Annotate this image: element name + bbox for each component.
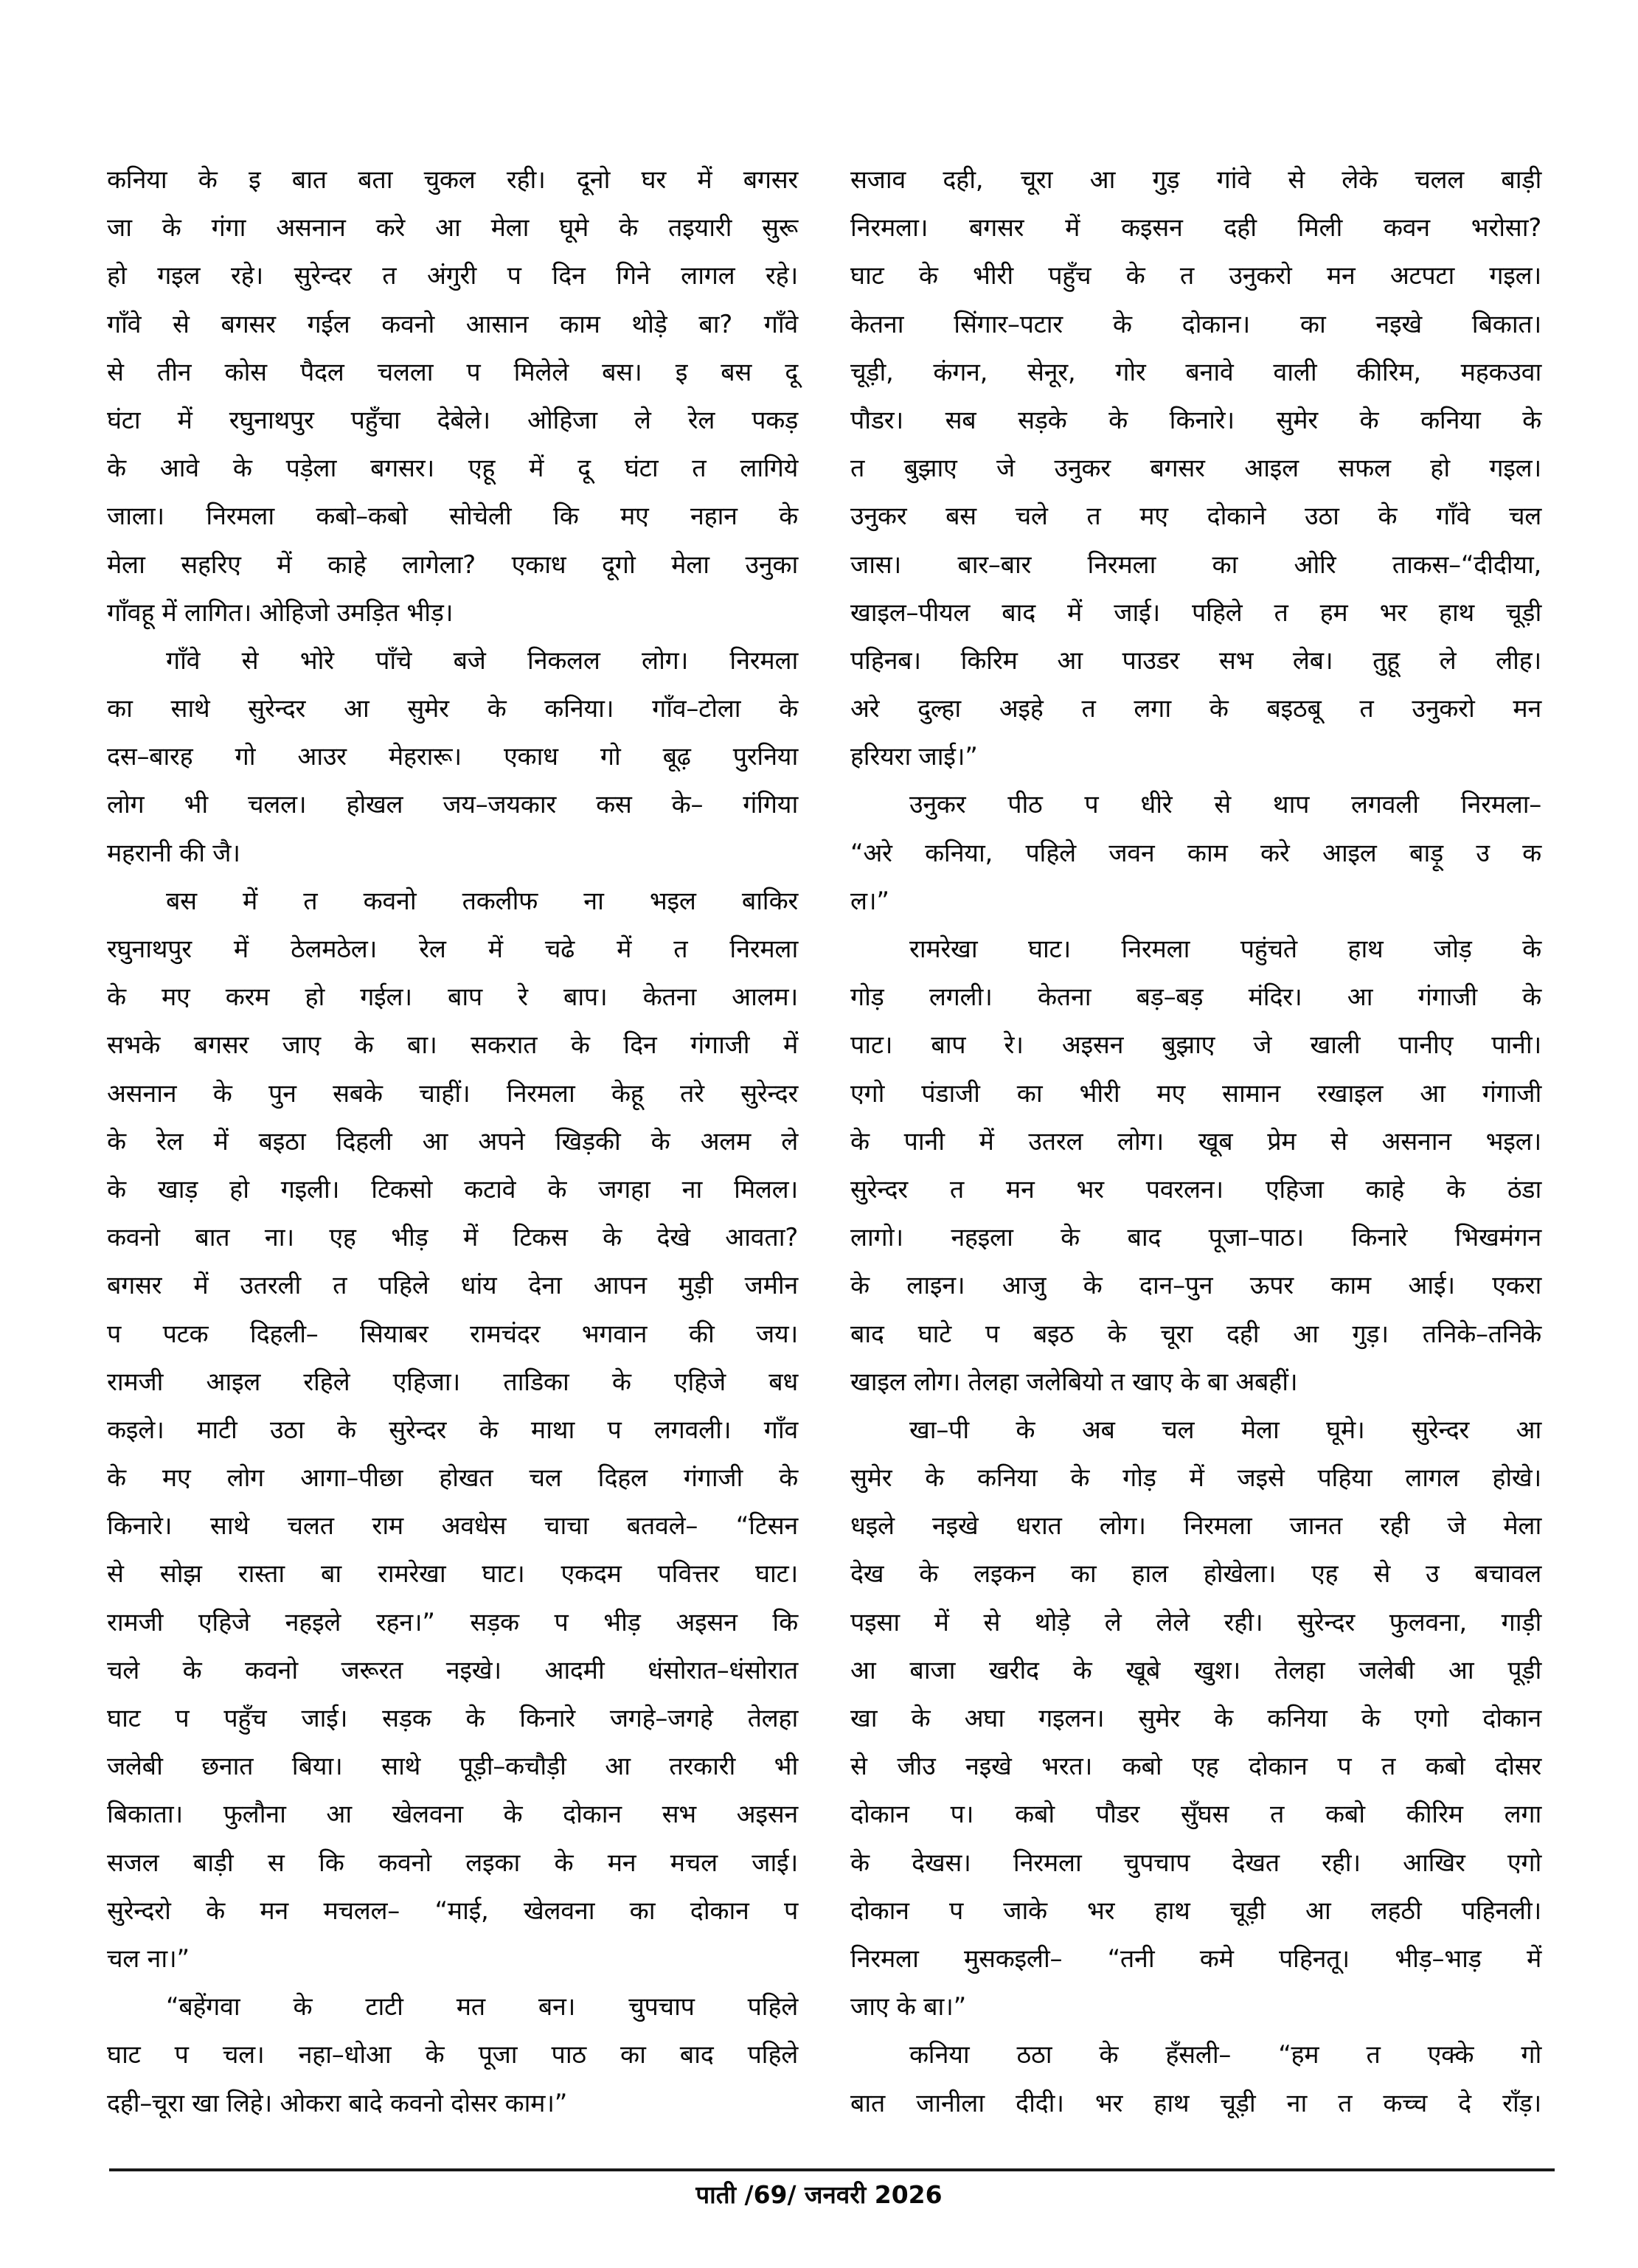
text-line: पहिनब। किरिम आ पाउडर सभ लेब। तुहू ले लीह। [850,645,1541,676]
text-line: घंटा में रघुनाथपुर पहुँचा देबेले। ओहिजा ले रेल पकड़ [107,405,798,435]
text-line: के रेल में बइठा दिहली आ अपने खिड़की के अलम ले [107,1126,798,1156]
text-line: बगसर में उतरली त पहिले धांय देना आपन मुड़ी जमीन [107,1271,798,1301]
text-line: जाए के बा।” [850,1992,966,2022]
text-line: सजल बाड़ी स कि कवनो लइका के मन मचल जाई। [107,1848,798,1878]
text-line: पइसा में से थोड़े ले लेले रही। सुरेन्दर फुलवना, गाड़ी [850,1607,1541,1637]
text-line: पौडर। सब सड़के के किनारे। सुमेर के कनिया के [850,405,1541,435]
text-line: सुरेन्दर त मन भर पवरलन। एहिजा काहे के ठंडा [850,1174,1541,1204]
footer-page-info: पाती /69/ जनवरी 2026 [695,2180,943,2209]
text-line: प पटक दिहली– सियाबर रामचंदर भगवान की जय। [107,1319,798,1349]
text-line: के लाइन। आजु के दान–पुन ऊपर काम आई। एकरा [850,1271,1541,1301]
text-line: के देखस। निरमला चुपचाप देखत रही। आखिर एगो [850,1848,1541,1878]
text-line: गाँवहू में लागित। ओहिजो उमड़ित भीड़। [107,597,454,628]
text-line: दोकान प। कबो पौडर सुँघस त कबो कीरिम लगा [850,1800,1541,1830]
text-line: आ बाजा खरीद के खूबे खुश। तेलहा जलेबी आ पूड़ी [850,1655,1541,1685]
text-line: गोड़ लगली। केतना बड़–बड़ मंदिर। आ गंगाजी के [850,982,1541,1013]
text-line: हो गइल रहे। सुरेन्दर त अंगुरी प दिन गिने लागल रहे। [107,261,798,291]
text-line: के मए लोग आगा–पीछा होखत चल दिहल गंगाजी के [107,1463,798,1494]
text-line: जास। बार–बार निरमला का ओरि ताकस–“दीदीया, [850,549,1541,580]
text-line: “बहेंगवा के टाटी मत बन। चुपचाप पहिले [166,1992,798,2022]
text-line: “अरे कनिया, पहिले जवन काम करे आइल बाड़ू उ क [850,838,1541,868]
text-line: जाला। निरमला कबो–कबो सोचेली कि मए नहान के [107,502,798,532]
text-line: केतना सिंगार–पटार के दोकान। का नइखे बिकात। [850,309,1541,339]
footer-divider [109,2168,1555,2171]
text-line: एगो पंडाजी का भीरी मए सामान रखाइल आ गंगाजी [850,1078,1541,1109]
text-line: उनुकर पीठ प धीरे से थाप लगवली निरमला– [909,790,1541,820]
text-line: कवनो बात ना। एह भीड़ में टिकस के देखे आवता? [107,1223,798,1253]
text-line: घाट के भीरी पहुँच के त उनुकरो मन अटपटा गइल। [850,261,1541,291]
text-line: सजाव दही, चूरा आ गुड़ गांवे से लेके चलल बाड़ी [850,165,1541,195]
text-line: बाद घाटे प बइठ के चूरा दही आ गुड़। तनिके–तनिके [850,1319,1541,1349]
text-line: रामजी एहिजे नहइले रहन।” सड़क प भीड़ अइसन कि [107,1607,798,1637]
text-line: बिकाता। फुलौना आ खेलवना के दोकान सभ अइसन [107,1800,798,1830]
text-line: ल।” [850,886,889,916]
text-line: चल ना।” [107,1943,190,1974]
text-line: चूड़ी, कंगन, सेनूर, गोर बनावे वाली कीरिम, महकउवा [850,357,1541,387]
text-line: सभके बगसर जाए के बा। सकरात के दिन गंगाजी में [107,1030,798,1061]
text-line: त बुझाए जे उनुकर बगसर आइल सफल हो गइल। [850,454,1541,484]
text-line: मेला सहरिए में काहे लागेला? एकाध दूगो मेला उनुका [107,549,798,580]
text-line: असनान के पुन सबके चाहीं। निरमला केहू तरे सुरेन्दर [107,1078,798,1109]
text-line: दस–बारह गो आउर मेहरारू। एकाध गो बूढ़ पुरनिया [107,742,798,772]
text-line: गाँवे से भोरे पाँचे बजे निकलल लोग। निरमला [166,645,798,676]
text-line: खा के अघा गइलन। सुमेर के कनिया के एगो दोकान [850,1704,1541,1733]
text-line: धइले नइखे धरात लोग। निरमला जानत रही जे मेला [850,1511,1541,1542]
text-line: उनुकर बस चले त मए दोकाने उठा के गाँवे चल [850,502,1541,532]
text-line: निरमला मुसकइली– “तनी कमे पहिनतू। भीड़–भाड़ में [850,1943,1541,1974]
text-column-left [107,156,798,2128]
text-line: रामरेखा घाट। निरमला पहुंचते हाथ जोड़ के [909,934,1541,964]
text-column-right [850,156,1541,2128]
text-line: हरियरा जाई।” [850,742,978,772]
text-line: रघुनाथपुर में ठेलमठेल। रेल में चढे में त निरमला [107,934,798,964]
text-line: के आवे के पड़ेला बगसर। एहू में दू घंटा त लागिये [107,454,798,484]
text-line: से तीन कोस पैदल चलला प मिलेले बस। इ बस दू [107,357,798,387]
text-line: से जीउ नइखे भरत। कबो एह दोकान प त कबो दोसर [850,1752,1541,1782]
text-line: पाट। बाप रे। अइसन बुझाए जे खाली पानीए पानी। [850,1030,1541,1061]
text-line: दही–चूरा खा लिहे। ओकरा बादे कवनो दोसर काम।” [107,2088,568,2118]
text-line: किनारे। साथे चलत राम अवधेस चाचा बतवले– “टिसन [107,1511,798,1542]
text-line: बस में त कवनो तकलीफ ना भइल बाकिर [166,886,798,916]
text-line: लोग भी चलल। होखल जय–जयकार कस के– गंगिया [107,790,798,820]
text-line: सुमेर के कनिया के गोड़ में जइसे पहिया लागल होखे। [850,1463,1541,1494]
text-line: का साथे सुरेन्दर आ सुमेर के कनिया। गाँव–टोला के [107,694,798,724]
text-line: देख के लइकन का हाल होखेला। एह से उ बचावल [850,1559,1541,1589]
text-line: बात जानीला दीदी। भर हाथ चूड़ी ना त कच्च दे राँड़। [850,2088,1541,2118]
text-line: चले के कवनो जरूरत नइखे। आदमी धंसोरात–धंसोरात [107,1655,798,1685]
text-line: के पानी में उतरल लोग। खूब प्रेम से असनान भइल। [850,1126,1541,1156]
text-line: रामजी आइल रहिले एहिजा। ताडिका के एहिजे बध [107,1367,798,1397]
text-line: कनिया के इ बात बता चुकल रही। दूनो घर में बगसर [107,165,798,195]
text-line: गाँवे से बगसर गईल कवनो आसान काम थोड़े बा? गाँवे [107,309,798,339]
text-line: महरानी की जै। [107,838,240,868]
text-line: दोकान प जाके भर हाथ चूड़ी आ लहठी पहिनली। [850,1896,1541,1926]
text-line: से सोझ रास्ता बा रामरेखा घाट। एकदम पवित्तर घाट। [107,1559,798,1589]
text-line: सुरेन्दरो के मन मचलल– “माई, खेलवना का दोकान प [107,1896,798,1926]
text-line: खाइल–पीयल बाद में जाई। पहिले त हम भर हाथ चूड़ी [850,597,1541,628]
text-line: घाट प पहुँच जाई। सड़क के किनारे जगहे–जगहे तेलहा [107,1704,798,1733]
text-line: निरमला। बगसर में कइसन दही मिली कवन भरोसा? [850,213,1541,243]
text-body [107,156,1541,2128]
text-line: जलेबी छनात बिया। साथे पूड़ी–कचौड़ी आ तरकारी भी [107,1752,798,1782]
text-line: घाट प चल। नहा–धोआ के पूजा पाठ का बाद पहिले [107,2040,798,2070]
text-line: खाइल लोग। तेलहा जलेबियो त खाए के बा अबहीं। [850,1367,1298,1397]
text-line: कइले। माटी उठा के सुरेन्दर के माथा प लगवली। गाँव [107,1415,798,1445]
text-line: खा–पी के अब चल मेला घूमे। सुरेन्दर आ [909,1415,1541,1445]
text-line: लागो। नहइला के बाद पूजा–पाठ। किनारे भिखमंगन [850,1223,1541,1253]
text-line: के खाड़ हो गइली। टिकसो कटावे के जगहा ना मिलल। [107,1174,798,1204]
text-line: कनिया ठठा के हँसली– “हम त एक्के गो [909,2040,1541,2070]
text-line: जा के गंगा असनान करे आ मेला घूमे के तइयारी सुरू [107,213,798,243]
text-line: अरे दुल्हा अइहे त लगा के बइठबू त उनुकरो मन [850,694,1541,724]
text-line: के मए करम हो गईल। बाप रे बाप। केतना आलम। [107,982,798,1013]
